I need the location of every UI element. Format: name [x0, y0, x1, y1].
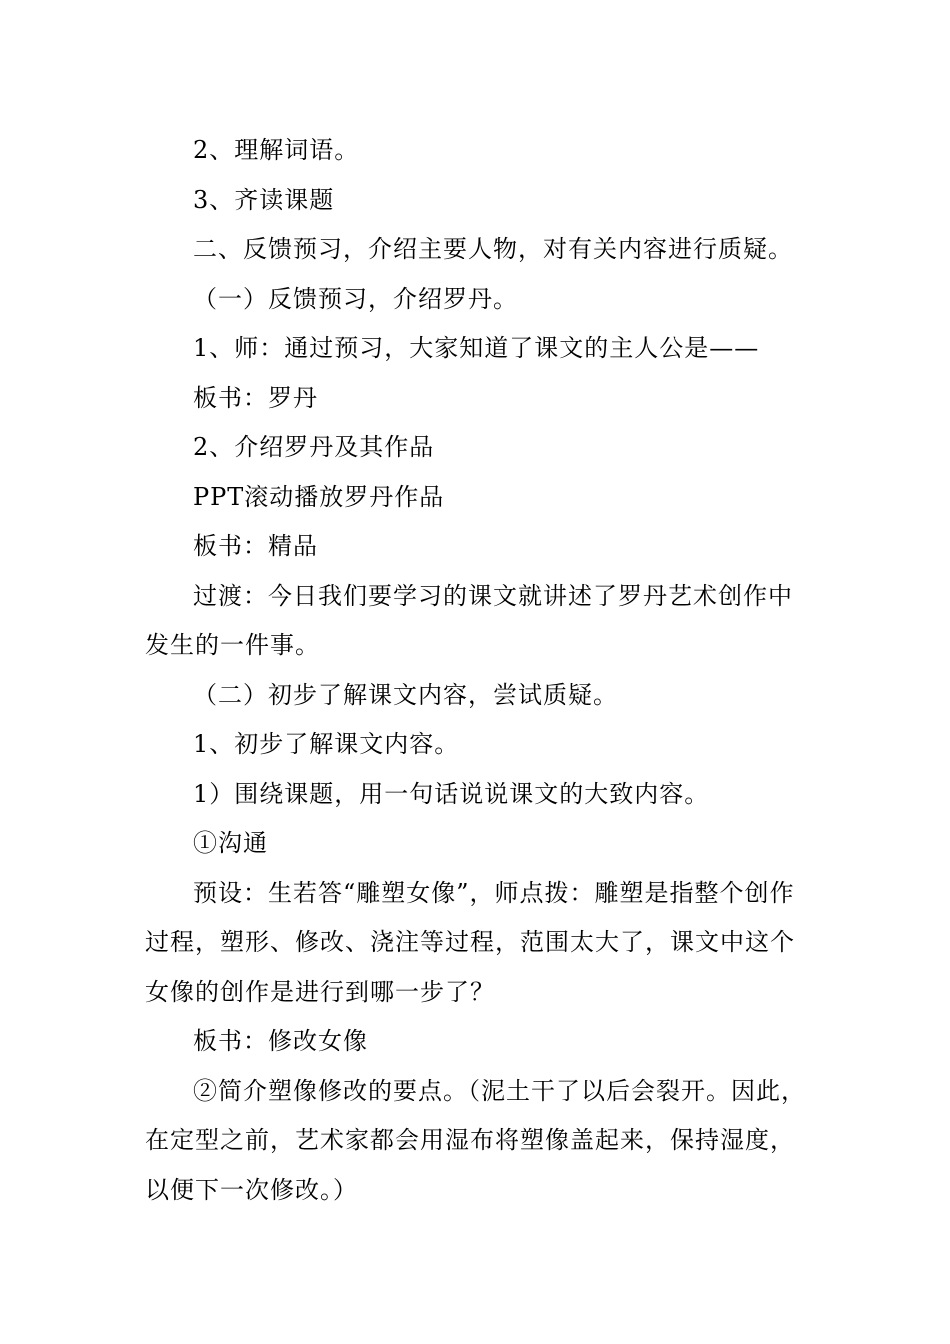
document-body [145, 126, 810, 1215]
paragraph: ①沟通 [193, 829, 268, 857]
paragraph: 板书：精品 [193, 532, 318, 560]
paragraph: （一）反馈预习，介绍罗丹。 [193, 284, 518, 313]
paragraph: 2、理解词语。 [193, 136, 360, 164]
paragraph: 板书：修改女像 [193, 1027, 368, 1055]
paragraph: 二、反馈预习，介绍主要人物，对有关内容进行质疑。 [193, 235, 793, 263]
paragraph: 预设：生若答“雕塑女像”，师点拨：雕塑是指整个创作过程，塑形、修改、浇注等过程，范围太大了，课文中这个女像的创作是进行到哪一步了？ [145, 878, 795, 1006]
paragraph: 1、师：通过预习，大家知道了课文的主人公是—— [193, 334, 760, 362]
paragraph: 2、介绍罗丹及其作品 [193, 433, 435, 461]
paragraph: PPT滚动播放罗丹作品 [193, 482, 445, 511]
paragraph: 1）围绕课题，用一句话说说课文的大致内容。 [193, 779, 710, 808]
paragraph: 过渡：今日我们要学习的课文就讲述了罗丹艺术创作中发生的一件事。 [145, 581, 793, 659]
paragraph: ②简介塑像修改的要点。（泥土干了以后会裂开。因此，在定型之前，艺术家都会用湿布将塑像盖起来，保持湿度，以便下一次修改。） [145, 1076, 806, 1204]
paragraph: （二）初步了解课文内容，尝试质疑。 [193, 680, 618, 709]
paragraph: 3、齐读课题 [193, 185, 335, 214]
paragraph: 板书：罗丹 [193, 383, 318, 412]
paragraph: 1、初步了解课文内容。 [193, 730, 460, 758]
